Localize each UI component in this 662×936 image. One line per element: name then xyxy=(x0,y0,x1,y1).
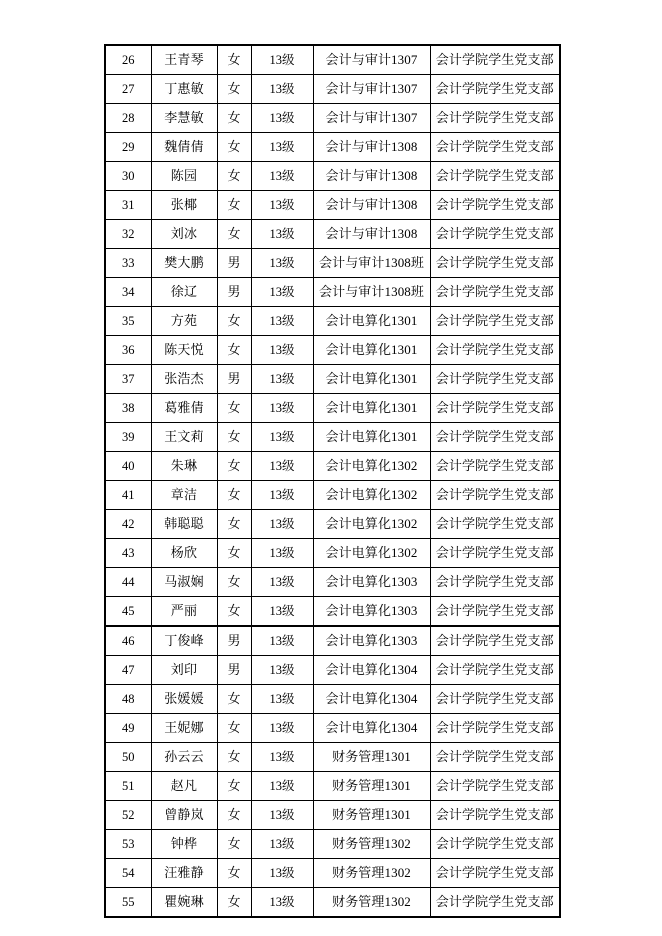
cell-name: 韩聪聪 xyxy=(151,510,217,539)
cell-grade: 13级 xyxy=(251,191,313,220)
cell-name: 丁惠敏 xyxy=(151,75,217,104)
cell-class: 会计与审计1308 xyxy=(313,220,430,249)
table-row xyxy=(105,394,560,423)
cell-name: 葛雅倩 xyxy=(151,394,217,423)
cell-grade: 13级 xyxy=(251,452,313,481)
cell-index: 39 xyxy=(105,423,151,452)
cell-gender: 女 xyxy=(217,162,251,191)
cell-grade: 13级 xyxy=(251,888,313,918)
cell-name: 刘冰 xyxy=(151,220,217,249)
cell-index: 44 xyxy=(105,568,151,597)
cell-class: 财务管理1301 xyxy=(313,801,430,830)
cell-class: 会计与审计1307 xyxy=(313,75,430,104)
cell-branch: 会计学院学生党支部 xyxy=(430,336,560,365)
cell-index: 33 xyxy=(105,249,151,278)
cell-branch: 会计学院学生党支部 xyxy=(430,394,560,423)
cell-gender: 女 xyxy=(217,714,251,743)
cell-branch: 会计学院学生党支部 xyxy=(430,801,560,830)
cell-grade: 13级 xyxy=(251,220,313,249)
cell-index: 54 xyxy=(105,859,151,888)
cell-grade: 13级 xyxy=(251,510,313,539)
cell-branch: 会计学院学生党支部 xyxy=(430,45,560,75)
cell-branch: 会计学院学生党支部 xyxy=(430,104,560,133)
table-row xyxy=(105,481,560,510)
cell-branch: 会计学院学生党支部 xyxy=(430,481,560,510)
cell-index: 28 xyxy=(105,104,151,133)
table-row xyxy=(105,220,560,249)
cell-gender: 女 xyxy=(217,510,251,539)
cell-grade: 13级 xyxy=(251,75,313,104)
cell-name: 钟桦 xyxy=(151,830,217,859)
table-row xyxy=(105,307,560,336)
cell-branch: 会计学院学生党支部 xyxy=(430,249,560,278)
cell-branch: 会计学院学生党支部 xyxy=(430,888,560,918)
cell-gender: 女 xyxy=(217,597,251,627)
cell-index: 55 xyxy=(105,888,151,918)
cell-index: 38 xyxy=(105,394,151,423)
table-row xyxy=(105,452,560,481)
cell-gender: 女 xyxy=(217,45,251,75)
cell-branch: 会计学院学生党支部 xyxy=(430,307,560,336)
cell-index: 32 xyxy=(105,220,151,249)
table-row xyxy=(105,423,560,452)
cell-branch: 会计学院学生党支部 xyxy=(430,191,560,220)
cell-name: 陈园 xyxy=(151,162,217,191)
cell-name: 徐辽 xyxy=(151,278,217,307)
cell-name: 杨欣 xyxy=(151,539,217,568)
cell-class: 会计电算化1302 xyxy=(313,510,430,539)
cell-branch: 会计学院学生党支部 xyxy=(430,830,560,859)
table-row xyxy=(105,626,560,656)
cell-gender: 女 xyxy=(217,452,251,481)
table-row xyxy=(105,162,560,191)
cell-class: 会计与审计1308 xyxy=(313,162,430,191)
table-row xyxy=(105,597,560,627)
cell-grade: 13级 xyxy=(251,830,313,859)
table-row xyxy=(105,278,560,307)
cell-gender: 女 xyxy=(217,685,251,714)
cell-branch: 会计学院学生党支部 xyxy=(430,423,560,452)
cell-name: 孙云云 xyxy=(151,743,217,772)
cell-gender: 男 xyxy=(217,626,251,656)
cell-gender: 女 xyxy=(217,743,251,772)
cell-grade: 13级 xyxy=(251,336,313,365)
student-roster-table xyxy=(104,44,561,918)
table-row xyxy=(105,888,560,918)
cell-index: 48 xyxy=(105,685,151,714)
table-row xyxy=(105,336,560,365)
cell-gender: 女 xyxy=(217,75,251,104)
cell-gender: 女 xyxy=(217,859,251,888)
cell-name: 樊大鹏 xyxy=(151,249,217,278)
cell-name: 章洁 xyxy=(151,481,217,510)
cell-index: 37 xyxy=(105,365,151,394)
cell-branch: 会计学院学生党支部 xyxy=(430,656,560,685)
cell-name: 王文莉 xyxy=(151,423,217,452)
cell-class: 会计电算化1302 xyxy=(313,452,430,481)
cell-branch: 会计学院学生党支部 xyxy=(430,75,560,104)
cell-class: 会计与审计1307 xyxy=(313,45,430,75)
cell-class: 会计与审计1308 xyxy=(313,133,430,162)
table-row xyxy=(105,191,560,220)
table-body xyxy=(105,45,560,917)
cell-index: 27 xyxy=(105,75,151,104)
cell-gender: 女 xyxy=(217,539,251,568)
table-row xyxy=(105,743,560,772)
table-row xyxy=(105,510,560,539)
cell-name: 张媛媛 xyxy=(151,685,217,714)
cell-gender: 女 xyxy=(217,191,251,220)
cell-class: 会计与审计1308 xyxy=(313,191,430,220)
cell-branch: 会计学院学生党支部 xyxy=(430,365,560,394)
table-row xyxy=(105,133,560,162)
cell-index: 45 xyxy=(105,597,151,627)
cell-class: 财务管理1302 xyxy=(313,859,430,888)
cell-name: 陈天悦 xyxy=(151,336,217,365)
cell-name: 王青琴 xyxy=(151,45,217,75)
cell-gender: 女 xyxy=(217,133,251,162)
cell-class: 会计电算化1301 xyxy=(313,336,430,365)
cell-gender: 女 xyxy=(217,888,251,918)
table-row xyxy=(105,772,560,801)
cell-grade: 13级 xyxy=(251,743,313,772)
cell-class: 会计与审计1307 xyxy=(313,104,430,133)
cell-class: 会计电算化1301 xyxy=(313,394,430,423)
cell-index: 53 xyxy=(105,830,151,859)
cell-index: 50 xyxy=(105,743,151,772)
cell-name: 刘印 xyxy=(151,656,217,685)
cell-class: 会计电算化1304 xyxy=(313,714,430,743)
cell-grade: 13级 xyxy=(251,162,313,191)
cell-grade: 13级 xyxy=(251,626,313,656)
cell-gender: 女 xyxy=(217,481,251,510)
cell-class: 会计与审计1308班 xyxy=(313,249,430,278)
cell-name: 马淑娴 xyxy=(151,568,217,597)
cell-index: 42 xyxy=(105,510,151,539)
cell-name: 王妮娜 xyxy=(151,714,217,743)
cell-gender: 女 xyxy=(217,394,251,423)
cell-branch: 会计学院学生党支部 xyxy=(430,220,560,249)
cell-gender: 女 xyxy=(217,801,251,830)
table-row xyxy=(105,685,560,714)
cell-name: 曾静岚 xyxy=(151,801,217,830)
cell-index: 34 xyxy=(105,278,151,307)
cell-grade: 13级 xyxy=(251,133,313,162)
cell-grade: 13级 xyxy=(251,45,313,75)
cell-branch: 会计学院学生党支部 xyxy=(430,597,560,627)
cell-gender: 女 xyxy=(217,220,251,249)
cell-grade: 13级 xyxy=(251,539,313,568)
cell-index: 51 xyxy=(105,772,151,801)
cell-branch: 会计学院学生党支部 xyxy=(430,743,560,772)
cell-class: 财务管理1301 xyxy=(313,772,430,801)
cell-class: 会计电算化1301 xyxy=(313,365,430,394)
cell-grade: 13级 xyxy=(251,394,313,423)
cell-index: 29 xyxy=(105,133,151,162)
cell-index: 52 xyxy=(105,801,151,830)
cell-gender: 男 xyxy=(217,278,251,307)
cell-grade: 13级 xyxy=(251,568,313,597)
cell-class: 会计电算化1303 xyxy=(313,568,430,597)
cell-index: 43 xyxy=(105,539,151,568)
cell-index: 47 xyxy=(105,656,151,685)
cell-class: 会计电算化1303 xyxy=(313,626,430,656)
cell-grade: 13级 xyxy=(251,801,313,830)
cell-branch: 会计学院学生党支部 xyxy=(430,278,560,307)
cell-class: 会计电算化1302 xyxy=(313,539,430,568)
cell-name: 张椰 xyxy=(151,191,217,220)
cell-name: 丁俊峰 xyxy=(151,626,217,656)
cell-index: 46 xyxy=(105,626,151,656)
cell-class: 会计电算化1304 xyxy=(313,656,430,685)
cell-branch: 会计学院学生党支部 xyxy=(430,714,560,743)
cell-grade: 13级 xyxy=(251,656,313,685)
cell-gender: 女 xyxy=(217,830,251,859)
cell-index: 40 xyxy=(105,452,151,481)
cell-grade: 13级 xyxy=(251,481,313,510)
cell-name: 张浩杰 xyxy=(151,365,217,394)
cell-grade: 13级 xyxy=(251,423,313,452)
table-row xyxy=(105,568,560,597)
cell-gender: 女 xyxy=(217,336,251,365)
cell-index: 41 xyxy=(105,481,151,510)
cell-grade: 13级 xyxy=(251,685,313,714)
table-row xyxy=(105,830,560,859)
cell-gender: 女 xyxy=(217,772,251,801)
table-row xyxy=(105,365,560,394)
cell-gender: 女 xyxy=(217,568,251,597)
cell-branch: 会计学院学生党支部 xyxy=(430,685,560,714)
cell-grade: 13级 xyxy=(251,772,313,801)
cell-grade: 13级 xyxy=(251,365,313,394)
cell-index: 35 xyxy=(105,307,151,336)
table-row xyxy=(105,75,560,104)
cell-class: 财务管理1301 xyxy=(313,743,430,772)
cell-grade: 13级 xyxy=(251,859,313,888)
cell-gender: 女 xyxy=(217,307,251,336)
cell-name: 方苑 xyxy=(151,307,217,336)
cell-grade: 13级 xyxy=(251,278,313,307)
table-row xyxy=(105,656,560,685)
cell-name: 魏倩倩 xyxy=(151,133,217,162)
cell-branch: 会计学院学生党支部 xyxy=(430,452,560,481)
cell-index: 26 xyxy=(105,45,151,75)
cell-gender: 女 xyxy=(217,423,251,452)
cell-gender: 男 xyxy=(217,656,251,685)
cell-branch: 会计学院学生党支部 xyxy=(430,772,560,801)
cell-index: 36 xyxy=(105,336,151,365)
table-row xyxy=(105,539,560,568)
cell-grade: 13级 xyxy=(251,249,313,278)
cell-branch: 会计学院学生党支部 xyxy=(430,162,560,191)
table-row xyxy=(105,714,560,743)
cell-name: 严丽 xyxy=(151,597,217,627)
cell-class: 财务管理1302 xyxy=(313,888,430,918)
cell-grade: 13级 xyxy=(251,104,313,133)
cell-class: 会计电算化1301 xyxy=(313,307,430,336)
table-row xyxy=(105,859,560,888)
cell-class: 会计电算化1301 xyxy=(313,423,430,452)
cell-branch: 会计学院学生党支部 xyxy=(430,510,560,539)
cell-gender: 男 xyxy=(217,365,251,394)
cell-branch: 会计学院学生党支部 xyxy=(430,568,560,597)
cell-class: 会计电算化1302 xyxy=(313,481,430,510)
table-row xyxy=(105,45,560,75)
cell-name: 朱琳 xyxy=(151,452,217,481)
cell-name: 李慧敏 xyxy=(151,104,217,133)
cell-index: 31 xyxy=(105,191,151,220)
cell-gender: 女 xyxy=(217,104,251,133)
cell-name: 瞿婉琳 xyxy=(151,888,217,918)
cell-branch: 会计学院学生党支部 xyxy=(430,539,560,568)
table-row xyxy=(105,249,560,278)
table-row xyxy=(105,104,560,133)
cell-name: 赵凡 xyxy=(151,772,217,801)
cell-class: 会计电算化1304 xyxy=(313,685,430,714)
cell-class: 财务管理1302 xyxy=(313,830,430,859)
cell-grade: 13级 xyxy=(251,714,313,743)
cell-branch: 会计学院学生党支部 xyxy=(430,133,560,162)
cell-gender: 男 xyxy=(217,249,251,278)
cell-branch: 会计学院学生党支部 xyxy=(430,626,560,656)
cell-index: 49 xyxy=(105,714,151,743)
cell-class: 会计电算化1303 xyxy=(313,597,430,627)
cell-grade: 13级 xyxy=(251,597,313,627)
table-row xyxy=(105,801,560,830)
cell-index: 30 xyxy=(105,162,151,191)
cell-class: 会计与审计1308班 xyxy=(313,278,430,307)
cell-grade: 13级 xyxy=(251,307,313,336)
cell-name: 汪雅静 xyxy=(151,859,217,888)
cell-branch: 会计学院学生党支部 xyxy=(430,859,560,888)
